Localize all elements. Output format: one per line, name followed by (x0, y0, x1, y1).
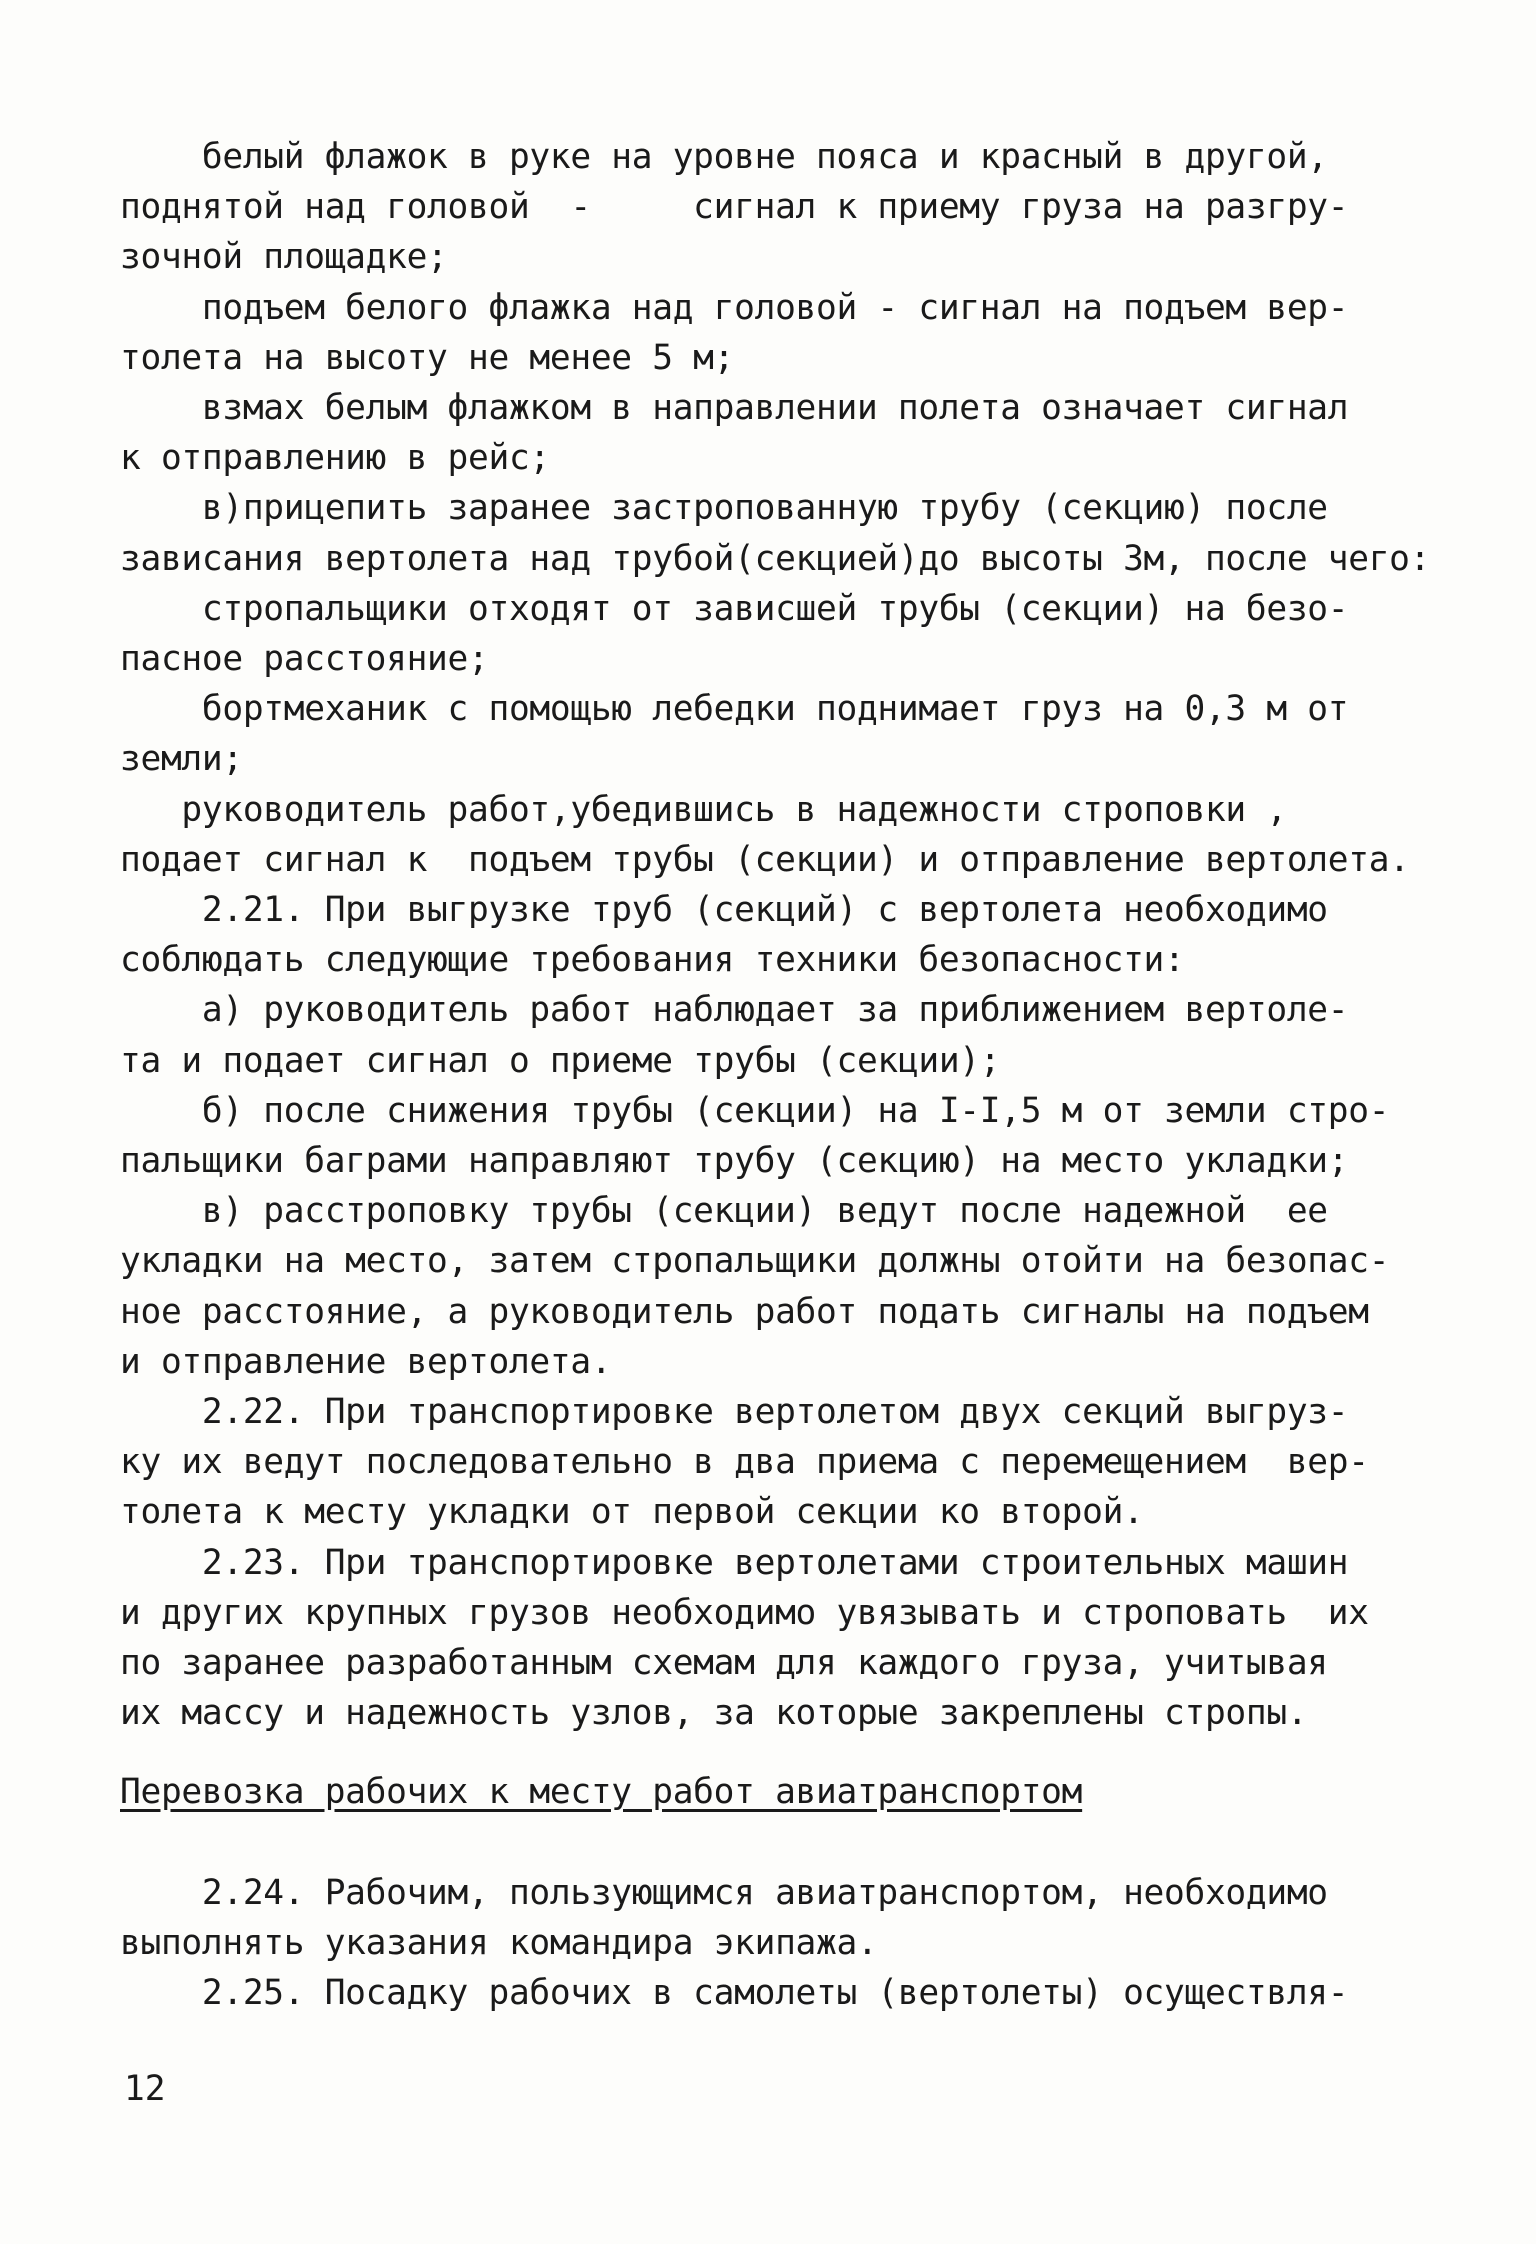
text-line: в) расстроповку трубы (секции) ведут после надежной ее (120, 1191, 1328, 1232)
text-line: их массу и надежность узлов, за которые закреплены стропы. (120, 1693, 1308, 1734)
text-line: 2.25. Посадку рабочих в самолеты (вертолеты) осуществля- (120, 1973, 1349, 2014)
text-line: земли; (120, 739, 243, 780)
text-line: ное расстояние, а руководитель работ подать сигналы на подъем (120, 1291, 1369, 1332)
text-line: толета на высоту не менее 5 м; (120, 337, 735, 378)
text-line: толета к месту укладки от первой секции ко второй. (120, 1492, 1144, 1533)
text-line: а) руководитель работ наблюдает за приближением вертоле- (120, 990, 1349, 1031)
text-line: 2.24. Рабочим, пользующимся авиатранспортом, необходимо (120, 1873, 1328, 1913)
text-line: 2.22. При транспортировке вертолетом двух секций выгруз- (120, 1392, 1349, 1432)
text-line: руководитель работ,убедившись в надежности строповки , (120, 789, 1287, 830)
text-line: в)прицепить заранее застропованную трубу (секцию) после (120, 488, 1328, 529)
text-line: к отправлению в рейс; (120, 438, 550, 479)
text-line: белый флажок в руке на уровне пояса и красный в другой, (120, 137, 1328, 177)
text-line: подъем белого флажка над головой - сигнал на подъем вер- (120, 287, 1349, 328)
text-line: 2.23. При транспортировке вертолетами строительных машин (120, 1542, 1349, 1583)
text-line: зависания вертолета над трубой(секцией)до высоты 3м, после чего: (120, 538, 1431, 579)
text-line: выполнять указания командира экипажа. (120, 1923, 878, 1964)
text-line: укладки на место, затем стропальщики должны отойти на безопас- (120, 1241, 1390, 1282)
text-line: та и подает сигнал о приеме трубы (секции); (120, 1040, 1001, 1081)
page-number: 12 (124, 2069, 166, 2109)
text-line: бортмеханик с помощью лебедки поднимает груз на 0,3 м от (120, 689, 1349, 730)
text-line: пасное расстояние; (120, 639, 489, 679)
text-line: ку их ведут последовательно в два приема с перемещением вер- (120, 1442, 1369, 1483)
text-line: и отправление вертолета. (120, 1341, 612, 1382)
text-line: пальщики баграми направляют трубу (секцию) на место укладки; (120, 1141, 1349, 1181)
text-line: зочной площадке; (120, 237, 448, 278)
section-heading: Перевозка рабочих к месту работ авиатранспортом (120, 1772, 1083, 1812)
text-line: и других крупных грузов необходимо увязывать и строповать их (120, 1592, 1369, 1633)
text-line: взмах белым флажком в направлении полета означает сигнал (120, 388, 1349, 428)
text-line: соблюдать следующие требования техники безопасности: (120, 940, 1185, 981)
text-line: стропальщики отходят от зависшей трубы (секции) на безо- (120, 588, 1349, 629)
text-line: 2.21. При выгрузке труб (секций) с вертолета необходимо (120, 890, 1328, 930)
text-line: поднятой над головой - сигнал к приему груза на разгру- (120, 187, 1349, 228)
text-line: подает сигнал к подъем трубы (секции) и отправление вертолета. (120, 839, 1410, 880)
text-line: по заранее разработанным схемам для каждого груза, учитывая (120, 1643, 1328, 1683)
text-line: б) после снижения трубы (секции) на I-I,5 м от земли стро- (120, 1090, 1390, 1131)
